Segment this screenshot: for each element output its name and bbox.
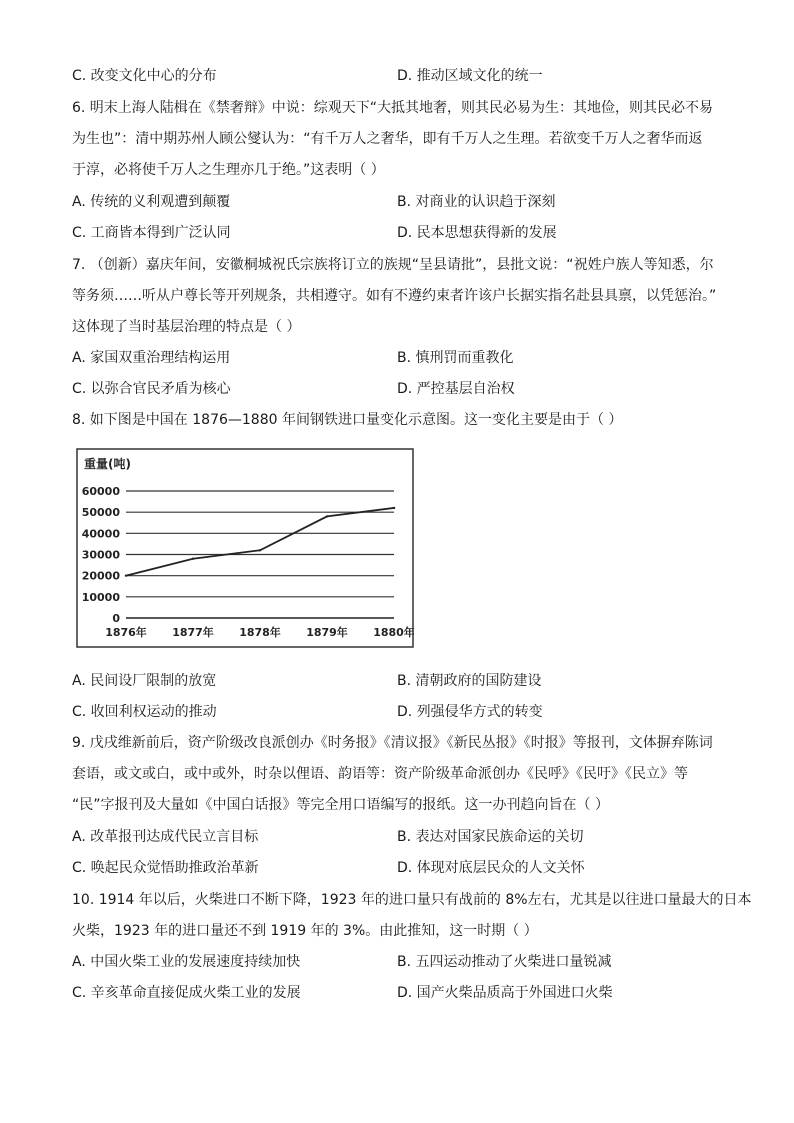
q5-option-d: D. 推动区域文化的统一	[397, 68, 543, 84]
chart-y-tick-label: 0	[112, 612, 120, 625]
q8-option-a: A. 民间设厂限制的放宽	[72, 673, 217, 689]
chart-data-point	[393, 507, 395, 509]
q6-option-b: B. 对商业的认识趋于深刻	[397, 194, 556, 210]
q5-option-c: C. 改变文化中心的分布	[72, 68, 217, 84]
q8-option-c: C. 收回利权运动的推动	[72, 704, 217, 720]
q8-option-d: D. 列强侵华方式的转变	[397, 704, 543, 720]
chart-y-tick-label: 10000	[81, 590, 120, 604]
q10-option-b: B. 五四运动推动了火柴进口量锐减	[397, 954, 612, 970]
q6-stem-line-2: 为生也”：清中期苏州人顾公燮认为：“有千万人之奢华，即有千万人之生理。若欲变千万人之奢华而返	[72, 131, 703, 147]
chart-data-point	[259, 549, 261, 551]
q9-stem-line-3: “民”字报刊及大量如《中国白话报》等完全用口语编写的报纸。这一办刊趋向旨在（ ）	[72, 797, 609, 813]
chart-y-tick-label: 50000	[81, 506, 120, 520]
steel-import-chart	[76, 448, 414, 648]
q8-option-b: B. 清朝政府的国防建设	[397, 673, 542, 689]
q6-option-d: D. 民本思想获得新的发展	[397, 225, 557, 241]
chart-x-tick-label: 1878年	[239, 626, 281, 639]
q10-option-d: D. 国产火柴品质高于外国进口火柴	[397, 985, 613, 1001]
chart-data-point	[125, 574, 127, 576]
chart-y-tick-label: 40000	[81, 527, 120, 541]
q7-option-d: D. 严控基层自治权	[397, 381, 515, 397]
q7-option-b: B. 慎刑罚而重教化	[397, 350, 514, 366]
q7-option-c: C. 以弥合官民矛盾为核心	[72, 381, 231, 397]
q6-option-a: A. 传统的义利观遭到颠覆	[72, 194, 231, 210]
q9-stem-line-1: 9. 戊戌维新前后，资产阶级改良派创办《时务报》《清议报》《新民丛报》《时报》等报刊，文体摒弃陈词	[72, 735, 713, 751]
q6-stem-line-3: 于淳，必将使千万人之生理亦几于绝。”这表明（ ）	[72, 162, 385, 178]
chart-x-tick-label: 1876年	[105, 626, 147, 639]
chart-y-tick-label: 60000	[81, 485, 120, 498]
chart-data-point	[192, 558, 194, 560]
chart-y-axis-label: 重量(吨)	[84, 457, 131, 471]
q6-stem-line-1: 6. 明末上海人陆楫在《禁奢辩》中说：综观天下“大抵其地奢，则其民必易为生：其地俭，则其民必不易	[72, 100, 714, 116]
q10-stem-line-2: 火柴，1923 年的进口量还不到 1919 年的 3%。由此推知，这一时期（ ）	[72, 923, 538, 939]
q8-stem-line-1: 8. 如下图是中国在 1876—1880 年间钢铁进口量变化示意图。这一变化主要是由于（ ）	[72, 412, 623, 428]
q9-option-c: C. 唤起民众觉悟助推政治革新	[72, 860, 259, 876]
q7-stem-line-2: 等务须……听从户尊长等开列规条，共相遵守。如有不遵约束者许该户长据实指名赴县具禀，以凭惩治。”	[72, 288, 717, 304]
chart-data-point	[326, 515, 328, 517]
q10-option-c: C. 辛亥革命直接促成火柴工业的发展	[72, 985, 301, 1001]
chart-x-tick-label: 1877年	[172, 626, 214, 639]
q9-option-a: A. 改革报刊达成代民立言目标	[72, 829, 259, 845]
q7-option-a: A. 家国双重治理结构运用	[72, 350, 231, 366]
q10-stem-line-1: 10. 1914 年以后，火柴进口不断下降，1923 年的进口量只有战前的 8%左右，尤其是以往进口量最大的日本	[72, 892, 752, 908]
chart-svg	[76, 448, 414, 648]
chart-y-tick-label: 20000	[81, 569, 120, 583]
q9-stem-line-2: 套语，或文或白，或中或外，时杂以俚语、韵语等：资产阶级革命派创办《民呼》《民吁》《民立》等	[72, 766, 688, 782]
q6-option-c: C. 工商皆本得到广泛认同	[72, 225, 231, 241]
chart-y-tick-label: 30000	[81, 548, 120, 562]
q7-stem-line-1: 7. （创新）嘉庆年间，安徽桐城祝氏宗族将订立的族规“呈县请批”，县批文说：“祝姓户族人等知悉，尔	[72, 257, 714, 273]
chart-x-tick-label: 1880年	[373, 626, 414, 639]
q9-option-b: B. 表达对国家民族命运的关切	[397, 829, 584, 845]
q10-option-a: A. 中国火柴工业的发展速度持续加快	[72, 954, 301, 970]
q9-option-d: D. 体现对底层民众的人文关怀	[397, 860, 585, 876]
chart-x-tick-label: 1879年	[306, 626, 348, 639]
q7-stem-line-3: 这体现了当时基层治理的特点是（ ）	[72, 319, 301, 335]
